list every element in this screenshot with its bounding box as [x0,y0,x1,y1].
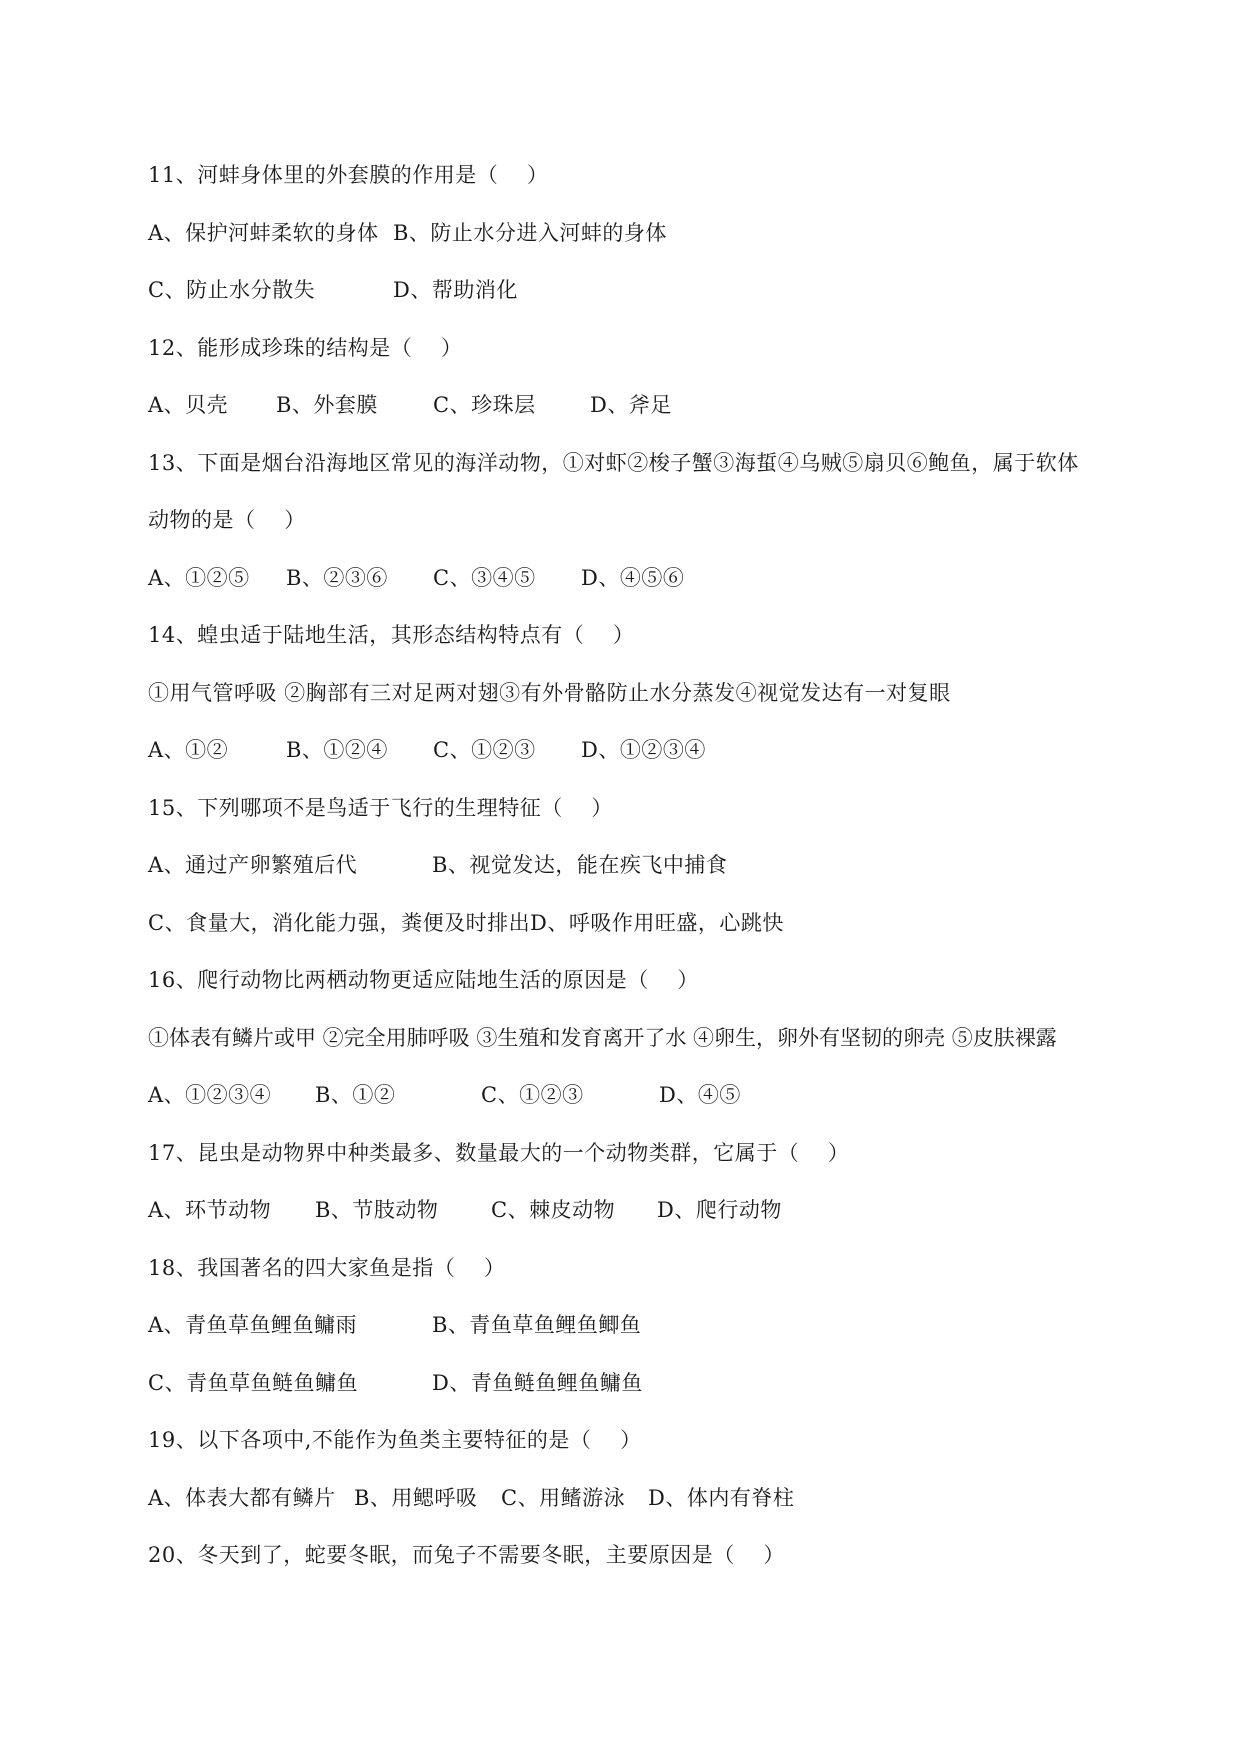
option-b: B、外套膜 [276,393,378,417]
option-a: A、①②③④ [148,1083,272,1107]
option-b: B、①②④ [286,738,388,762]
option-a: A、保护河蚌柔软的身体 [148,220,379,245]
option-b: B、防止水分进入河蚌的身体 [393,220,667,245]
option-a: A、环节动物 [148,1198,272,1222]
option-b: B、用鳃呼吸 [354,1485,478,1510]
option-b: B、②③⑥ [286,565,388,590]
option-row [148,1075,1108,1133]
option-d: D、帮助消化 [393,278,518,302]
option-c: C、食量大，消化能力强，粪便及时排出 [148,910,531,935]
question-stem: 16、爬行动物比两栖动物更适应陆地生活的原因是（ ） [148,968,699,992]
option-c: C、①②③ [481,1083,584,1107]
option-b: B、①② [315,1083,396,1107]
option-a: A、青鱼草鱼鲤鱼鳙雨 [148,1313,358,1337]
question-stem: 13、下面是烟台沿海地区常见的海洋动物，①对虾②梭子蟹③海蜇④乌贼⑤扇贝⑥鲍鱼，属于软体 [148,450,1079,475]
option-row [148,1190,1108,1248]
option-a: A、体表大都有鳞片 [148,1485,336,1510]
option-d: D、斧足 [590,393,672,417]
option-d: D、④⑤ [659,1083,741,1107]
option-d: D、④⑤⑥ [581,565,685,590]
option-a: A、通过产卵繁殖后代 [148,853,358,877]
question-stem: 11、河蚌身体里的外套膜的作用是（ ） [148,163,549,187]
option-a: A、①②⑤ [148,565,250,590]
question-statements: ①体表有鳞片或甲 ②完全用肺呼吸 ③生殖和发育离开了水 ④卵生，卵外有坚韧的卵壳 ⑤皮肤裸露 [148,1025,1057,1050]
option-c: C、③④⑤ [433,565,536,590]
option-row [148,1363,1108,1421]
question-stem: 17、昆虫是动物界中种类最多、数量最大的一个动物类群，它属于（ ） [148,1140,850,1165]
question-stem: 19、以下各项中,不能作为鱼类主要特征的是（ ） [148,1428,642,1452]
option-a: A、①② [148,738,229,762]
option-c: C、①②③ [433,738,536,762]
question-stem: 18、我国著名的四大家鱼是指（ ） [148,1255,506,1280]
option-d: D、体内有脊柱 [648,1485,795,1510]
question-stem: 15、下列哪项不是鸟适于飞行的生理特征（ ） [148,795,613,820]
option-b: B、青鱼草鱼鲤鱼鲫鱼 [432,1313,642,1337]
question-stem: 14、蝗虫适于陆地生活，其形态结构特点有（ ） [148,623,635,647]
question-stem: 20、冬天到了，蛇要冬眠，而兔子不需要冬眠，主要原因是（ ） [148,1543,785,1567]
option-row [148,1478,1108,1536]
option-a: A、贝壳 [148,393,229,417]
option-c: C、用鳍游泳 [501,1485,626,1510]
option-d: D、爬行动物 [657,1198,782,1222]
option-row [148,730,1108,788]
option-c: C、青鱼草鱼鲢鱼鳙鱼 [148,1370,359,1395]
question-stem: 12、能形成珍珠的结构是（ ） [148,335,463,360]
option-row [148,903,1108,961]
option-row [148,1305,1108,1363]
question-stem-continued: 动物的是（ ） [148,508,306,532]
option-row [148,270,1108,328]
question-statements: ①用气管呼吸 ②胸部有三对足两对翅③有外骨骼防止水分蒸发④视觉发达有一对复眼 [148,680,951,705]
option-d: D、呼吸作用旺盛，心跳快 [530,910,784,935]
option-d: D、①②③④ [581,738,706,762]
option-row [148,558,1108,616]
question-list [148,155,1108,1593]
option-d: D、青鱼鲢鱼鲤鱼鳙鱼 [432,1370,643,1395]
option-row [148,845,1108,903]
option-c: C、棘皮动物 [491,1198,616,1222]
option-row [148,385,1108,443]
option-c: C、珍珠层 [433,393,536,417]
option-c: C、防止水分散失 [148,278,316,302]
option-b: B、视觉发达，能在疾飞中捕食 [432,853,728,877]
option-b: B、节肢动物 [315,1198,439,1222]
option-row [148,213,1108,271]
